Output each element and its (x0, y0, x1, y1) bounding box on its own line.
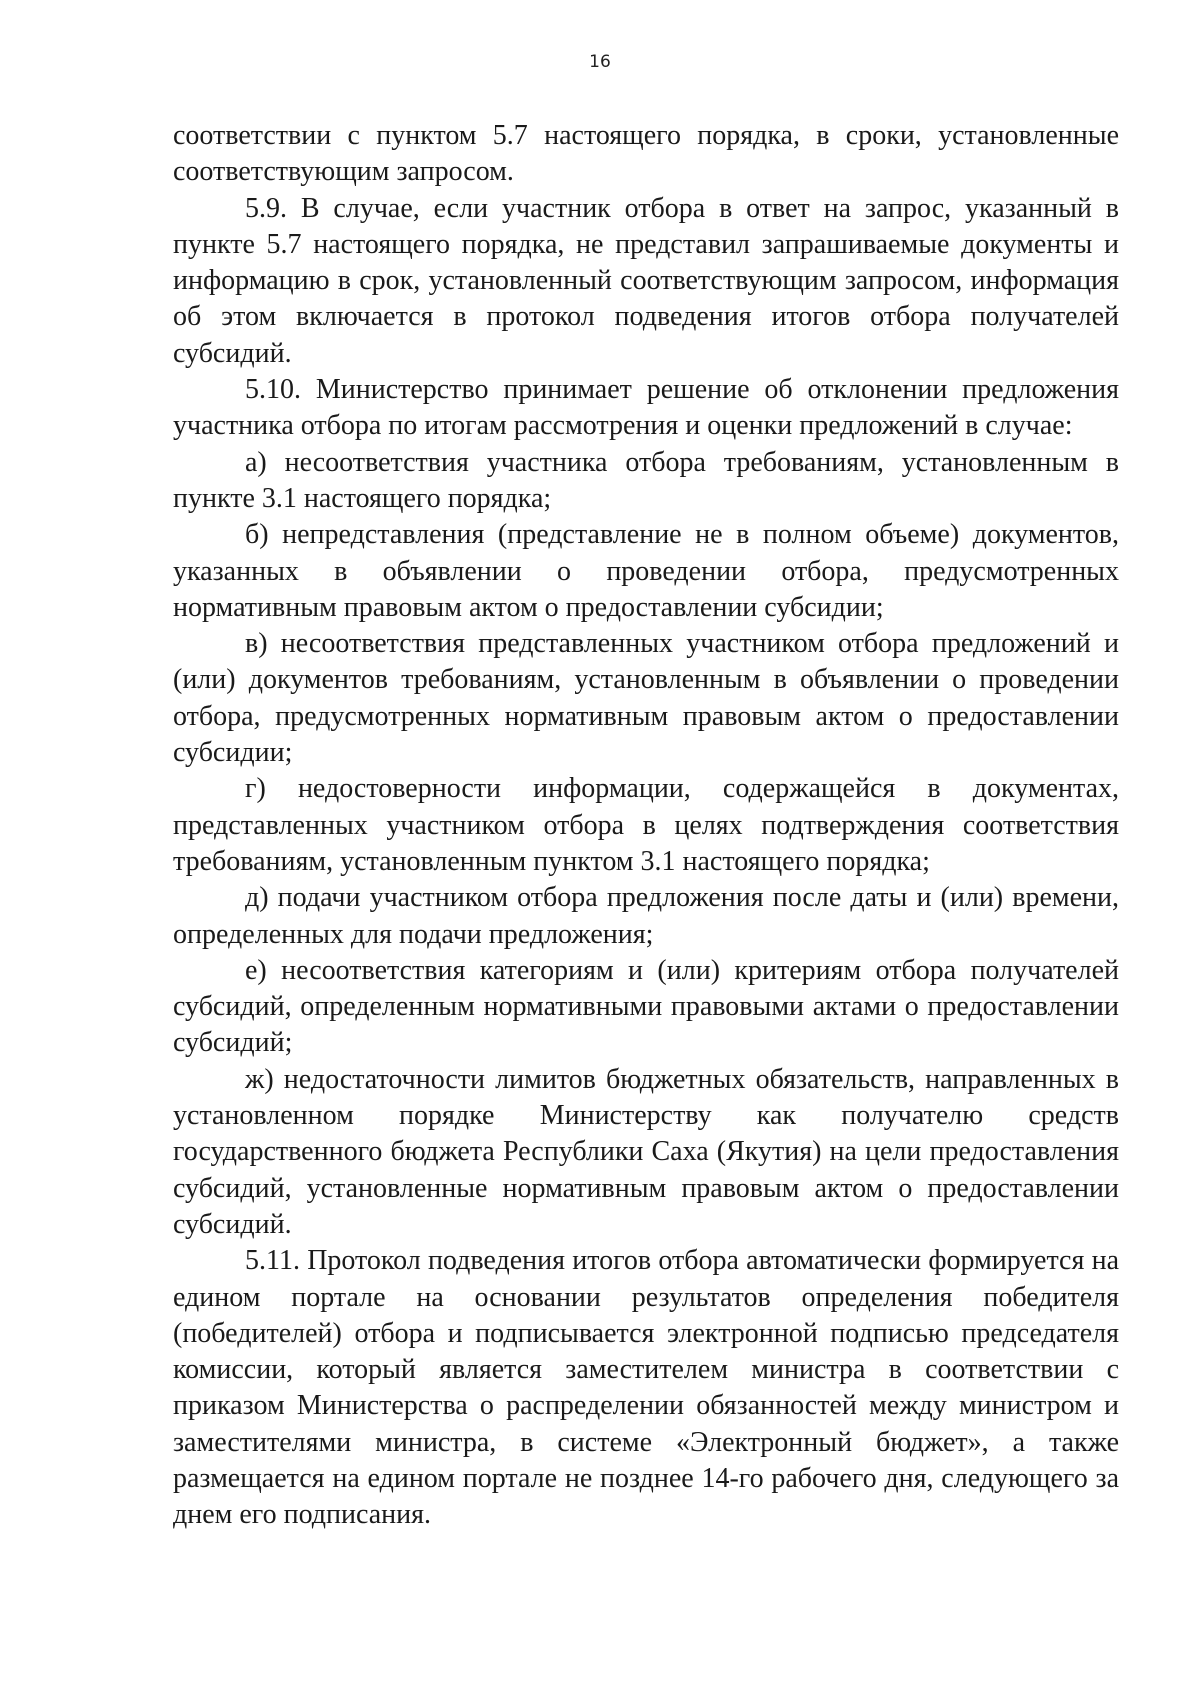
paragraph-5-10: 5.10. Министерство принимает решение об отклонении предложения участника отбора по итогам рассмотрения и оценки предложений в случае: (173, 374, 1119, 442)
paragraph-5-11: 5.11. Протокол подведения итогов отбора автоматически формируется на едином портале на основании результатов определения победителя (победителей) отбора и подписывается электронной подписью председателя комиссии, который является заместителем министра в соответствии с приказом Министерства о распределении обязанностей между министром и заместителями министра, в системе «Электронный бюджет», а также размещается на едином портале не позднее 14-го рабочего дня, следующего за днем его подписания. (173, 1245, 1119, 1531)
list-item-d: д) подачи участником отбора предложения после даты и (или) времени, определенных для подачи предложения; (173, 882, 1119, 950)
document-body (173, 118, 1119, 1534)
list-item-e: е) несоответствия категориям и (или) критериям отбора получателей субсидий, определенным нормативными правовыми актами о предоставлении субсидий; (173, 954, 1119, 1059)
paragraph-continuation: соответствии с пунктом 5.7 настоящего порядка, в сроки, установленные соответствующим запросом. (173, 120, 1119, 188)
list-item-g: г) недостоверности информации, содержащейся в документах, представленных участником отбора в целях подтверждения соответствия требованиям, установленным пунктом 3.1 настоящего порядка; (173, 773, 1119, 877)
list-item-zh: ж) недостаточности лимитов бюджетных обязательств, направленных в установленном порядке Министерству как получателю средств государственного бюджета Республики Саха (Якутия) на цели предоставления субсидий, установленные нормативным правовым актом о предоставлении субсидий. (173, 1063, 1119, 1240)
list-item-a: а) несоответствия участника отбора требованиям, установленным в пункте 3.1 настоящего порядка; (173, 446, 1119, 514)
list-item-b: б) непредставления (представление не в полном объеме) документов, указанных в объявлении о проведении отбора, предусмотренных нормативным правовым актом о предоставлении субсидии; (173, 519, 1119, 623)
paragraph-5-9: 5.9. В случае, если участник отбора в ответ на запрос, указанный в пункте 5.7 настоящего порядка, не представил запрашиваемые документы и информацию в срок, установленный соответствующим запросом, информация об этом включается в протокол подведения итогов отбора получателей субсидий. (173, 192, 1119, 369)
page-number: 16 (589, 52, 611, 72)
list-item-v: в) несоответствия представленных участником отбора предложений и (или) документов требованиям, установленным в объявлении о проведении отбора, предусмотренных нормативным правовым актом о предоставлении субсидии; (173, 628, 1119, 769)
